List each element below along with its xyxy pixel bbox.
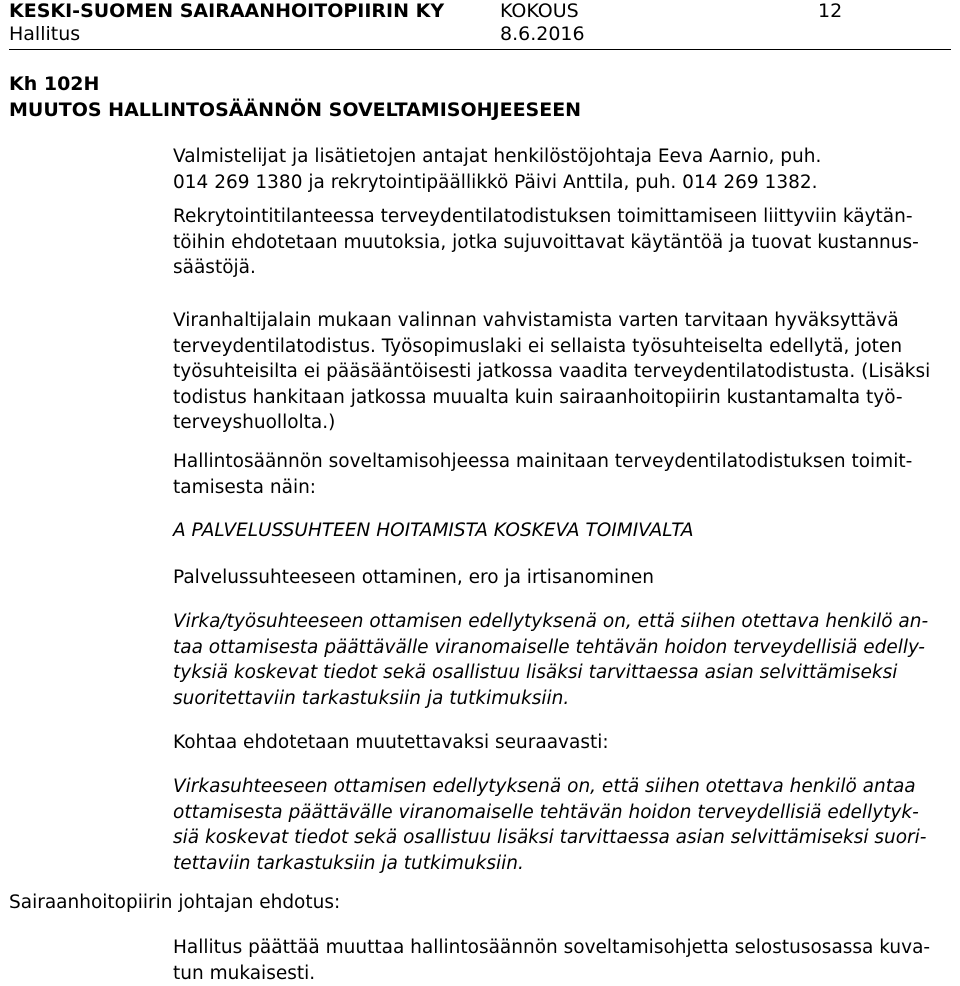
- section-title: MUUTOS HALLINTOSÄÄNNÖN SOVELTAMISOHJEESEEN: [9, 99, 582, 121]
- change-intro: Kohtaa ehdotetaan muutettavaksi seuraavasti:: [173, 732, 609, 753]
- header-divider: [9, 49, 951, 50]
- governing-body: Hallitus: [9, 23, 81, 45]
- page-header: [0, 0, 960, 52]
- meeting-type: KOKOUS: [500, 0, 579, 22]
- page-number: 12: [818, 0, 843, 22]
- presenters-paragraph: Valmistelijat ja lisätietojen antajat henkilöstöjohtaja Eeva Aarnio, puh. 014 269 1380 ja rekrytointipäällikkö Päivi Anttila, puh. 014 269 1382.: [173, 146, 822, 193]
- current-rule-quote: Virka/työsuhteeseen ottamisen edellytyksenä on, että siihen otettava henkilö an- taa ottamisesta päättävälle viranomaiselle tehtävän hoidon terveydellisiä edelly- tyksiä koskevat tiedot sekä osallistuu lisäksi tarvittaessa asian selvittämiseksi suoritettaviin tarkastuksiin ja tutkimuksiin.: [173, 611, 929, 709]
- intro-paragraph: Rekrytointitilanteessa terveydentilatodistuksen toimittamiseen liittyviin käytän- töihin ehdotetaan muutoksia, jotka sujuvoittavat käytäntöä ja tuovat kustannus- säästöjä.: [173, 206, 919, 278]
- subsection-subheading: Palvelussuhteeseen ottaminen, ero ja irtisanominen: [173, 567, 654, 588]
- section-number: Kh 102H: [9, 73, 100, 95]
- requirement-paragraph: Viranhaltijalain mukaan valinnan vahvistamista varten tarvitaan hyväksyttävä terveydentilatodistus. Työsopimuslaki ei sellaista työsuhteiselta edellytä, joten työsuhteisilta ei pääsääntöisesti jatkossa vaadita terveydentilatodistusta. (Lisäksi todistus hankitaan jatkossa muualta kuin sairaanhoitopiirin kustantamalta työ- terveyshuollolta.): [173, 310, 931, 433]
- proposal-paragraph: Hallitus päättää muuttaa hallintosäännön soveltamisohjetta selostusosassa kuva- tun mukaisesti.: [173, 937, 931, 984]
- proposal-label: Sairaanhoitopiirin johtajan ehdotus:: [9, 892, 341, 913]
- mention-paragraph: Hallintosäännön soveltamisohjeessa mainitaan terveydentilatodistuksen toimit- tamisesta näin:: [173, 451, 913, 498]
- subsection-heading: A PALVELUSSUHTEEN HOITAMISTA KOSKEVA TOIMIVALTA: [173, 520, 694, 541]
- organization-name: KESKI-SUOMEN SAIRAANHOITOPIIRIN KY: [9, 0, 445, 22]
- new-rule-quote: Virkasuhteeseen ottamisen edellytyksenä on, että siihen otettava henkilö antaa ottamisesta päättävälle viranomaiselle tehtävän hoidon terveydellisiä edellytyk- siä koskevat tiedot sekä osallistuu lisäksi tarvittaessa asian selvittämiseksi suori- tettaviin tarkastuksiin ja tutkimuksiin.: [173, 776, 927, 874]
- meeting-date: 8.6.2016: [500, 23, 585, 45]
